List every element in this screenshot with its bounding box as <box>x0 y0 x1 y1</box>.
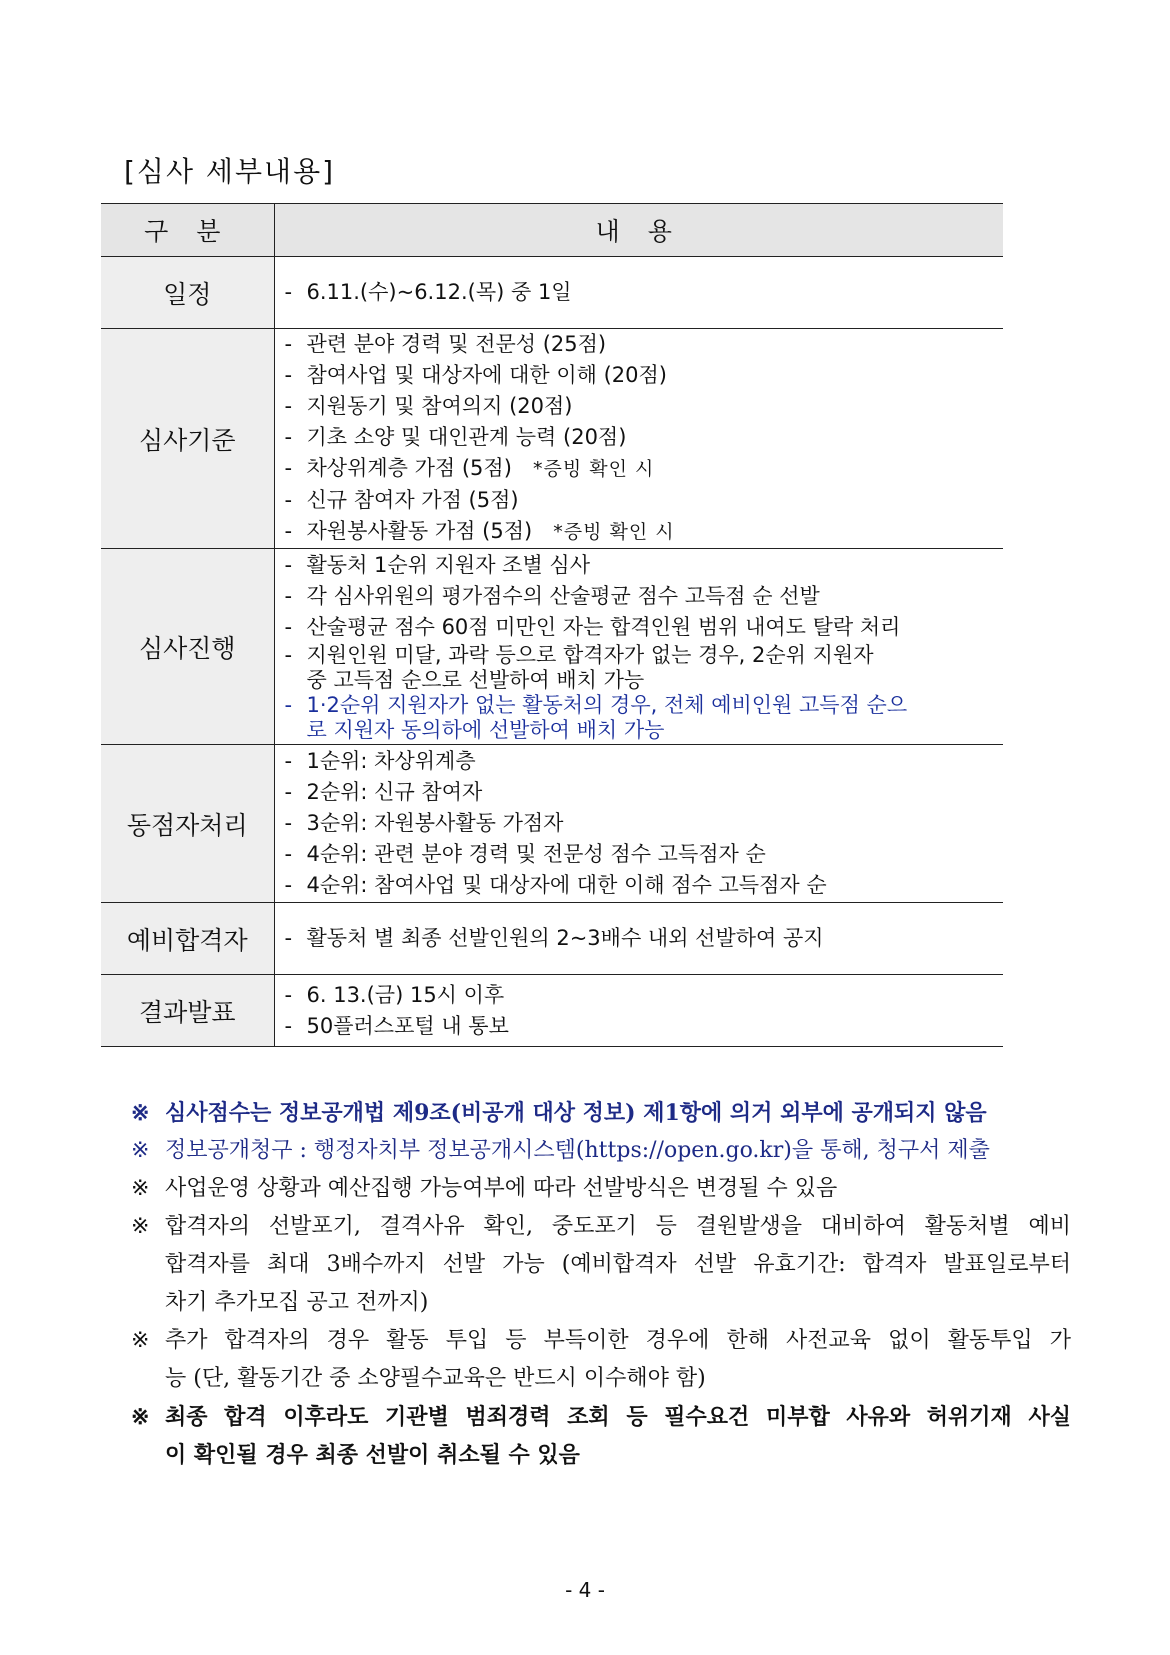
list-item <box>285 980 1004 1011</box>
list-item <box>285 516 1004 548</box>
row-content <box>274 975 1003 1047</box>
list-item <box>285 746 1004 777</box>
note-item <box>131 1132 1071 1170</box>
reference-mark: ※ <box>131 1176 150 1201</box>
note-item <box>131 1208 1071 1322</box>
list-item <box>285 422 1004 453</box>
note-item <box>131 1398 1071 1474</box>
item-text: 지원동기 및 참여의지 (20점) <box>306 394 573 418</box>
item-text: 각 심사위원의 평가점수의 산술평균 점수 고득점 순 선발 <box>306 584 820 608</box>
item-text: 관련 분야 경력 및 전문성 (25점) <box>306 332 607 356</box>
bullet-dash: - <box>284 425 293 449</box>
item-continuation: 로 지원자 동의하에 선발하여 배치 가능 <box>306 718 665 742</box>
bullet-dash: - <box>284 873 293 897</box>
list-item <box>285 485 1004 516</box>
item-text: 기초 소양 및 대인관계 능력 (20점) <box>306 425 627 449</box>
bullet-dash: - <box>284 926 293 950</box>
row-content <box>274 329 1003 549</box>
note-line: 심사점수는 정보공개법 제9조(비공개 대상 정보) 제1항에 의거 외부에 공개되지 않음 <box>165 1100 987 1126</box>
row-category: 예비합격자 <box>101 903 274 975</box>
item-text: 신규 참여자 가점 (5점) <box>306 488 519 512</box>
list-item <box>285 1011 1004 1042</box>
list-item <box>285 277 1004 308</box>
notes-section <box>131 1094 1071 1474</box>
page-number: - 4 - <box>565 1578 605 1602</box>
bullet-dash: - <box>284 519 293 543</box>
note-item <box>131 1094 1071 1132</box>
row-content <box>274 257 1003 329</box>
bullet-dash: - <box>284 982 293 1007</box>
item-text: 2순위: 신규 참여자 <box>306 780 483 804</box>
item-note: *증빙 확인 시 <box>532 521 675 543</box>
row-category: 심사진행 <box>101 549 274 745</box>
reference-mark: ※ <box>131 1328 150 1353</box>
bullet-dash: - <box>284 693 293 717</box>
item-text: 지원인원 미달, 과락 등으로 합격자가 없는 경우, 2순위 지원자 <box>306 643 874 667</box>
note-item <box>131 1170 1071 1208</box>
list-item <box>285 612 1004 643</box>
note-item <box>131 1322 1071 1398</box>
table-header-row <box>101 204 1003 257</box>
bullet-dash: - <box>284 332 293 356</box>
note-line: 차기 추가모집 공고 전까지) <box>165 1290 429 1315</box>
list-item <box>285 923 1004 954</box>
list-item <box>285 391 1004 422</box>
bullet-dash: - <box>284 584 293 608</box>
list-item <box>285 581 1004 612</box>
row-content <box>274 903 1003 975</box>
note-line: 합격자의 선발포기, 결격사유 확인, 중도포기 등 결원발생을 대비하여 활동처별 예비 <box>165 1214 1071 1239</box>
item-text: 활동처 1순위 지원자 조별 심사 <box>306 553 590 577</box>
bullet-dash: - <box>284 394 293 418</box>
row-category: 결과발표 <box>101 975 274 1047</box>
item-text: 차상위계층 가점 (5점) <box>306 456 512 480</box>
bullet-dash: - <box>284 363 293 387</box>
list-item <box>285 360 1004 391</box>
item-continuation: 중 고득점 순으로 선발하여 배치 가능 <box>306 668 645 692</box>
row-category: 동점자처리 <box>101 745 274 903</box>
table-row <box>101 549 1003 745</box>
review-detail-table <box>101 203 1003 1047</box>
bullet-dash: - <box>284 780 293 804</box>
item-text: 4순위: 관련 분야 경력 및 전문성 점수 고득점자 순 <box>306 842 766 866</box>
item-text: 활동처 별 최종 선발인원의 2~3배수 내외 선발하여 공지 <box>306 926 824 950</box>
list-item <box>285 693 1004 718</box>
row-category: 심사기준 <box>101 329 274 549</box>
item-text: 참여사업 및 대상자에 대한 이해 (20점) <box>306 363 667 387</box>
list-item <box>285 808 1004 839</box>
item-text: 1·2순위 지원자가 없는 활동처의 경우, 전체 예비인원 고득점 순으 <box>306 693 908 717</box>
bullet-dash: - <box>284 643 293 667</box>
row-category: 일정 <box>101 257 274 329</box>
header-category: 구 분 <box>101 204 274 257</box>
list-item <box>285 453 1004 485</box>
list-item <box>285 329 1004 360</box>
bullet-dash: - <box>284 615 293 639</box>
list-item <box>285 550 1004 581</box>
bullet-dash: - <box>284 842 293 866</box>
reference-mark: ※ <box>131 1404 150 1430</box>
note-line: 이 확인될 경우 최종 선발이 취소될 수 있음 <box>165 1442 580 1468</box>
item-text: 50플러스포털 내 통보 <box>306 1013 509 1038</box>
bullet-dash: - <box>284 488 293 512</box>
bullet-dash: - <box>284 280 293 304</box>
note-line: 추가 합격자의 경우 활동 투입 등 부득이한 경우에 한해 사전교육 없이 활동투입 가 <box>165 1328 1071 1353</box>
table-row <box>101 257 1003 329</box>
bullet-dash: - <box>284 811 293 835</box>
bullet-dash: - <box>284 456 293 480</box>
item-text: 6.11.(수)~6.12.(목) 중 1일 <box>306 280 572 304</box>
item-text: 3순위: 자원봉사활동 가점자 <box>306 811 564 835</box>
item-text: 4순위: 참여사업 및 대상자에 대한 이해 점수 고득점자 순 <box>306 873 827 897</box>
list-item <box>285 839 1004 870</box>
note-line: 정보공개청구 : 행정자치부 정보공개시스템(https://open.go.kr)을 통해, 청구서 제출 <box>165 1138 990 1163</box>
bullet-dash: - <box>284 1013 293 1038</box>
item-text: 자원봉사활동 가점 (5점) <box>306 519 533 543</box>
note-line: 최종 합격 이후라도 기관별 범죄경력 조회 등 필수요건 미부합 사유와 허위기재 사실 <box>165 1404 1071 1430</box>
list-item <box>285 870 1004 901</box>
section-title: [심사 세부내용] <box>124 155 336 188</box>
row-content <box>274 549 1003 745</box>
note-line: 합격자를 최대 3배수까지 선발 가능 (예비합격자 선발 유효기간: 합격자 발표일로부터 <box>165 1252 1071 1277</box>
row-content <box>274 745 1003 903</box>
note-line: 능 (단, 활동기간 중 소양필수교육은 반드시 이수해야 함) <box>165 1366 706 1391</box>
list-item <box>285 643 1004 668</box>
bullet-dash: - <box>284 749 293 773</box>
item-text: 1순위: 차상위계층 <box>306 749 476 773</box>
table-row <box>101 975 1003 1047</box>
note-line: 사업운영 상황과 예산집행 가능여부에 따라 선발방식은 변경될 수 있음 <box>165 1176 838 1201</box>
list-item <box>285 777 1004 808</box>
table-row <box>101 903 1003 975</box>
table-row <box>101 329 1003 549</box>
table-row <box>101 745 1003 903</box>
item-text: 산술평균 점수 60점 미만인 자는 합격인원 범위 내여도 탈락 처리 <box>306 615 901 639</box>
reference-mark: ※ <box>131 1138 150 1163</box>
reference-mark: ※ <box>131 1214 150 1239</box>
header-content: 내 용 <box>274 204 1003 257</box>
bullet-dash: - <box>284 553 293 577</box>
reference-mark: ※ <box>131 1100 150 1126</box>
item-text: 6. 13.(금) 15시 이후 <box>306 982 505 1007</box>
item-note: *증빙 확인 시 <box>511 458 655 480</box>
